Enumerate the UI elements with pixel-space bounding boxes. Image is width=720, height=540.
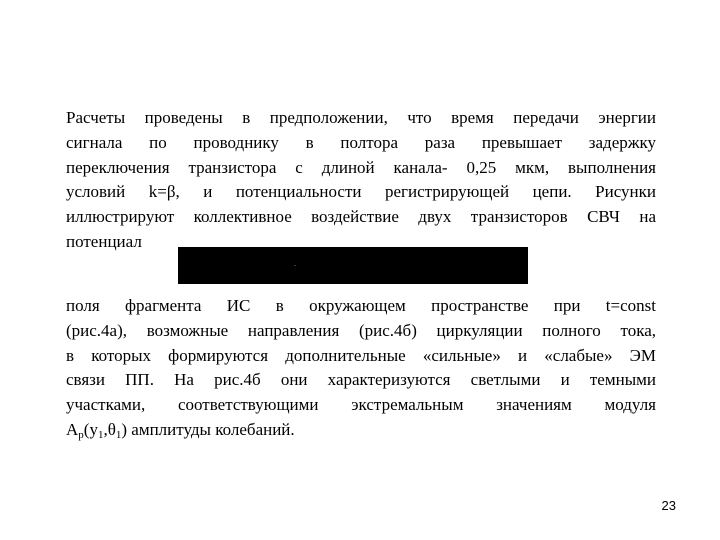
paragraph-1-line: сигнала по проводнику в полтора раза превышает задержку [66,132,656,152]
bar-artifact [294,265,296,266]
paragraph-1 [66,106,656,255]
formula-comma: ,θ [103,419,116,439]
formula-subscript: p [78,428,84,441]
paragraph-2-line: поля фрагмента ИС в окружающем пространстве при t=const [66,296,656,315]
formula-close: ) [121,419,128,439]
paragraph-2 [66,294,656,443]
paragraph-2-line: в которых формируются дополнительные «сильные» и «слабые» ЭМ [66,345,656,365]
formula-open: (y [83,419,98,439]
page-number: 23 [661,498,676,513]
paragraph-2-last-line [66,418,656,443]
paragraph-1-line: переключения транзистора с длиной канала- 0,25 мкм, выполнения [66,157,656,177]
paragraph-2-line: участками, соответствующими экстремальным значениям модуля [66,395,656,415]
paragraph-1-line: условий k=β, и потенциальности регистрирующей цепи. Рисунки [66,182,656,202]
formula-symbol: A [66,419,79,439]
paragraph-1-line: Расчеты проведены в предположении, что время передачи энергии [66,108,656,127]
paragraph-1-line: иллюстрируют коллективное воздействие двух транзисторов СВЧ на [66,207,656,227]
paragraph-2-line: (рис.4а), возможные направления (рис.4б) циркуляции полного тока, [66,320,656,340]
redacted-formula-bar [178,247,528,284]
formula-tail: амплитуды колебаний. [127,419,295,439]
paragraph-2-line: связи ПП. На рис.4б они характеризуются светлыми и темными [66,370,656,390]
formula-sub-1: 1 [97,428,104,441]
formula-sub-2: 1 [115,428,122,441]
paragraph-1-last-line: потенциал [66,231,142,251]
